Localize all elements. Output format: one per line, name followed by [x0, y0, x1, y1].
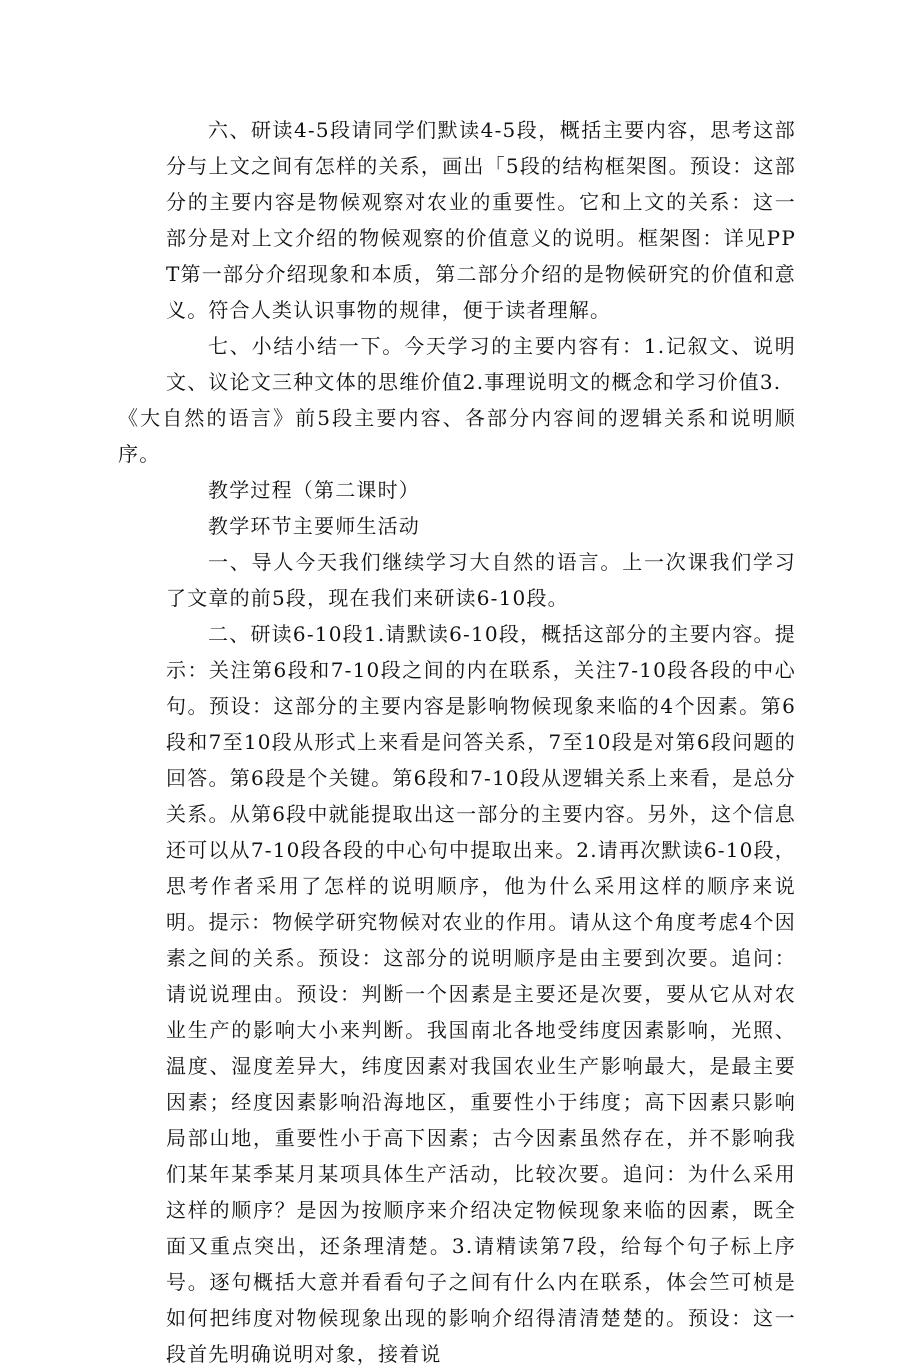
paragraph-section-7-summary: 七、小结小结一下。今天学习的主要内容有：1.记叙文、说明文、议论文三种文体的思维价值2.事理说明文的概念和学习价值3.: [166, 334, 796, 394]
paragraph-lesson-heading: 教学过程（第二课时）: [208, 478, 420, 502]
paragraph-section-6: 六、研读4-5段请同学们默读4-5段，概括主要内容，思考这部分与上文之间有怎样的关系，画出「5段的结构框架图。预设：这部分的主要内容是物候观察对农业的重要性。它和上文的关系：这一部分是对上文介绍的物候观察的价值意义的说明。框架图：详见PPT第一部分介绍现象和本质，第二部分介绍的是物候研究的价值和意义。符合人类认识事物的规律，便于读者理解。: [166, 118, 796, 322]
paragraph-teaching-activities-heading: 教学环节主要师生活动: [208, 514, 420, 538]
paragraph-summary-continuation: 《大自然的语言》前5段主要内容、各部分内容间的逻辑关系和说明顺序。: [118, 406, 796, 466]
paragraph-introduction: 一、导人今天我们继续学习大自然的语言。上一次课我们学习了文章的前5段，现在我们来研读6-10段。: [166, 550, 796, 610]
paragraph-study-6-10: 二、研读6-10段1.请默读6-10段，概括这部分的主要内容。提示：关注第6段和7-10段之间的内在联系，关注7-10段各段的中心句。预设：这部分的主要内容是影响物候现象来临的4个因素。第6段和7至10段从形式上来看是问答关系，7至10段是对第6段问题的回答。第6段是个关键。第6段和7-10段从逻辑关系上来看，是总分关系。从第6段中就能提取出这一部分的主要内容。另外，这个信息还可以从7-10段各段的中心句中提取出来。2.请再次默读6-10段，思考作者采用了怎样的说明顺序，他为什么采用这样的顺序来说明。提示：物候学研究物候对农业的作用。请从这个角度考虑4个因素之间的关系。预设：这部分的说明顺序是由主要到次要。追问：请说说理由。预设：判断一个因素是主要还是次要，要从它从对农业生产的影响大小来判断。我国南北各地受纬度因素影响，光照、温度、湿度差异大，纬度因素对我国农业生产影响最大，是最主要因素；经度因素影响沿海地区，重要性小于纬度；高下因素只影响局部山地，重要性小于高下因素；古今因素虽然存在，并不影响我们某年某季某月某项具体生产活动，比较次要。追问：为什么采用这样的顺序？是因为按顺序来介绍决定物候现象来临的因素，既全面又重点突出，还条理清楚。3.请精读第7段，给每个句子标上序号。逐句概括大意并看看句子之间有什么内在联系，体会竺可桢是如何把纬度对物候现象出现的影响介绍得清清楚楚的。预设：这一段首先明确说明对象，接着说: [166, 622, 796, 1366]
